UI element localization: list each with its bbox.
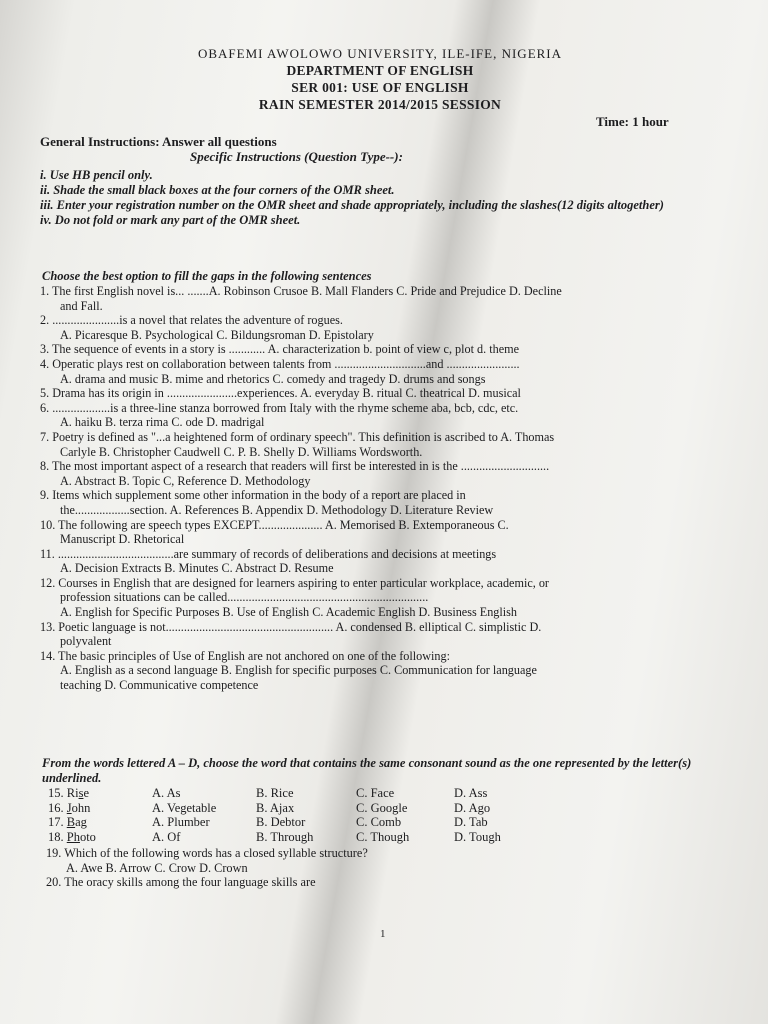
section2-heading: From the words lettered A – D, choose the word that contains the same consonant sound as the one represented by the letter(s) underlined. — [42, 756, 692, 785]
question-text: 11. ......................................are summary of records of deliberations and decisions at meetings — [40, 546, 497, 561]
department-name: DEPARTMENT OF ENGLISH — [286, 63, 474, 78]
consonant-row — [48, 786, 534, 801]
option-a: A. Vegetable — [152, 800, 217, 815]
question-item — [40, 430, 730, 459]
option-d: D. Ago — [454, 800, 491, 815]
option-d: D. Tab — [454, 815, 488, 829]
question-options: teaching D. Communicative competence — [60, 678, 259, 693]
question-text: 12. Courses in English that are designed for learners aspiring to enter particular workplace, academic, or — [40, 575, 549, 590]
question-options: the..................section. A. References B. Appendix D. Methodology D. Literature Review — [60, 502, 494, 517]
question-text: 8. The most important aspect of a research that readers will first be interested in is the ............................. — [40, 459, 550, 474]
question-item — [40, 313, 730, 342]
option-b: B. Ajax — [256, 800, 295, 815]
target-word — [48, 830, 152, 845]
question-item — [40, 488, 730, 517]
question-options: polyvalent — [60, 634, 112, 649]
general-instructions: General Instructions: Answer all questions — [40, 134, 277, 149]
underlined-letters: s — [78, 786, 84, 800]
option-c: C. Comb — [356, 815, 402, 829]
instruction-item: iii. Enter your registration number on the OMR sheet and shade appropriately, including the slashes(12 digits altogether) — [40, 198, 664, 212]
question-text: 13. Poetic language is not....................................................... A. condensed B. elliptical C. simplistic D. — [40, 619, 542, 634]
question-item — [40, 386, 730, 401]
instruction-list — [40, 168, 730, 228]
question-text: 6. ...................is a three-line stanza borrowed from Italy with the rhyme scheme aba, bcb, cdc, etc. — [40, 400, 519, 415]
consonant-row — [48, 830, 534, 845]
page-number: 1 — [380, 928, 386, 940]
option-b: B. Rice — [256, 786, 294, 800]
target-word — [48, 801, 152, 816]
question-item — [40, 459, 730, 488]
question-options: A. English as a second language B. English for specific purposes C. Communication for language — [60, 663, 537, 678]
question-options: Carlyle B. Christopher Caudwell C. P. B. Shelly D. Williams Wordsworth. — [60, 444, 423, 459]
question-number: 18. — [48, 829, 67, 844]
question-item — [40, 605, 730, 620]
question-options: and Fall. — [60, 298, 103, 313]
question-options: A. haiku B. terza rima C. ode D. madrigal — [60, 415, 265, 430]
question-number: 15. — [48, 786, 67, 800]
underlined-letters: B — [66, 815, 76, 829]
question-options: A. Decision Extracts B. Minutes C. Abstract D. Resume — [60, 561, 334, 576]
underlined-letters: J — [66, 800, 72, 815]
question-options: A. Awe B. Arrow C. Crow D. Crown — [66, 860, 248, 875]
exam-header — [140, 46, 620, 113]
question-item — [40, 547, 730, 576]
question-text: 9. Items which supplement some other information in the body of a report are placed in — [40, 488, 466, 503]
question-item — [40, 357, 730, 386]
option-b: B. Through — [256, 829, 314, 844]
time-allowed: Time: 1 hour — [596, 114, 669, 129]
course-title: SER 001: USE OF ENGLISH — [291, 80, 469, 95]
option-d: D. Ass — [454, 786, 488, 800]
consonant-table — [48, 786, 534, 844]
word-part: e — [83, 786, 89, 800]
section1-heading: Choose the best option to fill the gaps in the following sentences — [42, 269, 372, 283]
question-item — [40, 576, 730, 605]
question-number: 17. — [48, 815, 67, 829]
question-options: A. Abstract B. Topic C, Reference D. Methodology — [60, 473, 311, 488]
question-text: 4. Operatic plays rest on collaboration between talents from ..............................and ........................ — [40, 356, 520, 371]
option-a: A. Of — [152, 829, 181, 844]
consonant-row — [48, 801, 534, 816]
word-part: ohn — [71, 800, 91, 815]
question-options: A. English for Specific Purposes B. Use of English C. Academic English D. Business English — [60, 605, 517, 620]
consonant-row — [48, 815, 534, 830]
question-item — [40, 678, 730, 693]
question-item — [40, 342, 730, 357]
option-c: C. Google — [356, 800, 408, 815]
option-d: D. Tough — [454, 829, 501, 844]
question-item: 19. Which of the following words has a closed syllable structure? — [46, 846, 368, 860]
question-text: 10. The following are speech types EXCEPT..................... A. Memorised B. Extemporaneous C. — [40, 517, 509, 532]
question-number: 16. — [48, 800, 67, 815]
question-item: 20. The oracy skills among the four language skills are — [46, 875, 316, 890]
target-word — [48, 786, 152, 801]
question-item — [40, 284, 730, 313]
question-text: 7. Poetry is defined as "...a heightened form of ordinary speech". This definition is ascribed to A. Thomas — [40, 429, 555, 444]
question-text: 2. ......................is a novel that relates the adventure of rogues. — [40, 313, 343, 328]
question-options: Manuscript D. Rhetorical — [60, 532, 185, 547]
instruction-item: i. Use HB pencil only. — [40, 168, 153, 182]
specific-instructions: Specific Instructions (Question Type--): — [190, 149, 403, 164]
word-part: Ri — [66, 786, 79, 800]
question-text: 14. The basic principles of Use of English are not anchored on one of the following: — [40, 648, 450, 663]
option-c: C. Face — [356, 786, 395, 800]
instruction-item: ii. Shade the small black boxes at the four corners of the OMR sheet. — [40, 183, 395, 197]
question-item — [40, 620, 730, 649]
question-item — [40, 518, 730, 547]
question-list-tail — [46, 846, 736, 890]
question-text: 5. Drama has its origin in .......................experiences. A. everyday B. ritual C. theatrical D. musical — [40, 386, 521, 401]
option-a: A. As — [152, 786, 181, 800]
word-part: oto — [79, 829, 96, 844]
target-word — [48, 815, 152, 830]
underlined-letters: Ph — [66, 829, 80, 844]
university-name: OBAFEMI AWOLOWO UNIVERSITY, ILE-IFE, NIGERIA — [197, 46, 563, 61]
word-part: ag — [75, 815, 87, 829]
question-list — [40, 284, 730, 693]
question-item — [40, 401, 730, 430]
question-item — [40, 649, 730, 678]
option-b: B. Debtor — [256, 815, 306, 829]
question-options: profession situations can be called.................................................................. — [60, 590, 429, 605]
option-a: A. Plumber — [152, 815, 210, 829]
option-c: C. Though — [356, 829, 410, 844]
question-options: A. drama and music B. mime and rhetorics C. comedy and tragedy D. drums and songs — [60, 371, 486, 386]
instruction-item: iv. Do not fold or mark any part of the OMR sheet. — [40, 213, 301, 227]
question-text: 3. The sequence of events in a story is ............ A. characterization b. point of view c, plot d. theme — [40, 342, 520, 357]
question-options: A. Picaresque B. Psychological C. Bildungsroman D. Epistolary — [60, 327, 374, 342]
question-text: 1. The first English novel is... .......A. Robinson Crusoe B. Mall Flanders C. Pride and Prejudice D. Decline — [40, 284, 562, 298]
session-title: RAIN SEMESTER 2014/2015 SESSION — [258, 97, 502, 112]
